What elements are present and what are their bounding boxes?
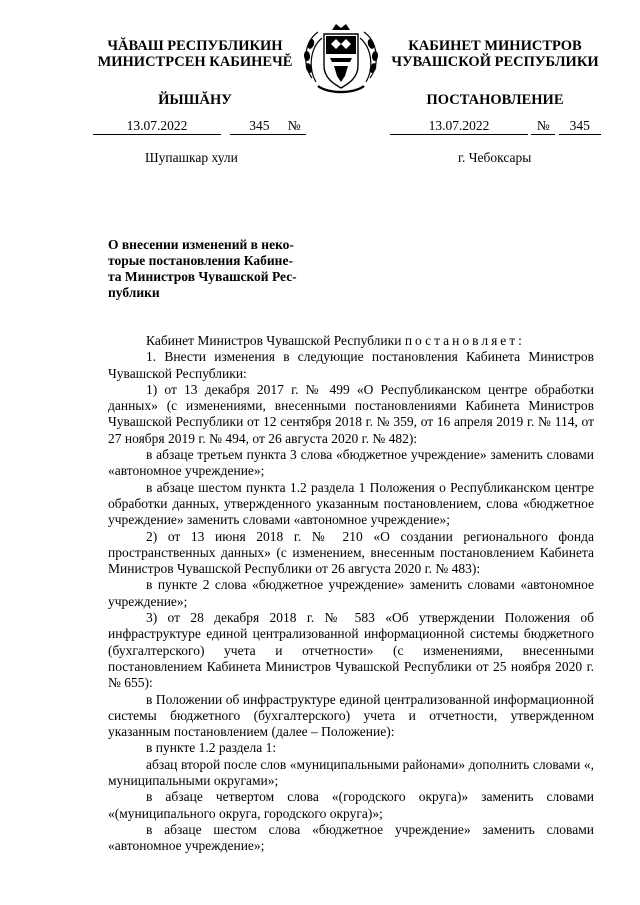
header-right [380,38,610,108]
title-line: публики [108,285,160,300]
place-russian: г. Чебоксары [458,150,532,165]
paragraph: в абзаце четвертом слова «(городского округа)» заменить словами «(муниципального округа, городского округа)»; [108,789,594,821]
document-title [108,237,310,301]
paragraph: в абзаце шестом пункта 1.2 раздела 1 Положения о Республиканском центре обработки данных, утвержденного указанным постановлением, слова «бюджетное учреждение» заменить словами «автономное учреждение»; [108,479,594,528]
intro-paragraph [108,333,594,349]
paragraph: 2) от 13 июня 2018 г. № 210 «О создании регионального фонда пространственных данных» (с изменением, внесенным постановлением Кабинета Министров Чувашской Республики от 26 августа 2020 г. № 483): [108,528,594,577]
no-sign-right: № [531,118,555,135]
intro-subject: Кабинет Министров Чувашской Республики [146,333,402,348]
intro-verb: постановляет: [404,333,525,348]
requisites-right [390,118,601,135]
paragraph: в пункте 1.2 раздела 1: [146,740,277,756]
date-right: 13.07.2022 [390,118,528,135]
doc-type-chuvash: ЙЫШĂНУ [158,92,232,108]
date-left: 13.07.2022 [93,118,221,135]
paragraph: в пункте 2 слова «бюджетное учреждение» заменить словами «автономное учреждение»; [108,577,594,609]
no-sign-left: № [288,118,306,135]
header-left-line2: МИНИСТРСЕН КАБИНЕЧĔ [97,54,293,70]
title-line: торые постановления Кабине- [108,253,293,268]
paragraph: в абзаце третьем пункта 3 слова «бюджетное учреждение» заменить словами «автономное учреждение»; [108,447,594,479]
paragraph: абзац второй после слов «муниципальными районами» дополнить словами «, муниципальными округами»; [108,756,594,789]
paragraph: в абзаце шестом слова «бюджетное учреждение» заменить словами «автономное учреждение»; [108,821,594,854]
paragraph: 3) от 28 декабря 2018 г. № 583 «Об утверждении Положения об инфраструктуре единой централизованной информационной системы бюджетного (бухгалтерского) учета и отчетности» (с изменениями, внесенными постановлением Кабинета Министров Чувашской Республики от 25 ноября 2020 г. № 655): [108,610,594,691]
number-left: 345 [230,118,288,135]
number-right: 345 [559,118,601,135]
place-chuvash: Шупашкар хули [145,150,238,165]
coat-of-arms-icon [298,20,384,100]
paragraph: 1) от 13 декабря 2017 г. № 499 «О Республиканском центре обработки данных» (с изменениями, внесенными постановлениями Кабинета Министров Чувашской Республики от 12 сентября 2018 г. № 359, от 16 апреля 2019 г. № 114, от 27 ноября 2019 г. № 494, от 26 августа 2020 г. № 482): [108,381,594,446]
title-line: та Министров Чувашской Рес- [108,269,297,284]
header-right-line1: КАБИНЕТ МИНИСТРОВ [408,38,582,54]
paragraph: 1. Внести изменения в следующие постановления Кабинета Министров Чувашской Республики: [108,349,594,381]
doc-type-russian: ПОСТАНОВЛЕНИЕ [426,92,564,108]
title-line: О внесении изменений в неко- [108,237,294,252]
requisites-left [93,118,306,135]
header-right-line2: ЧУВАШСКОЙ РЕСПУБЛИКИ [391,54,599,70]
header-left-line1: ЧĂВАШ РЕСПУБЛИКИН [107,38,283,54]
document-body [108,333,594,855]
header-left [80,38,310,108]
paragraph: в Положении об инфраструктуре единой централизованной информационной системы бюджетного (бухгалтерского) учета и отчетности, утвержденном указанным постановлением (далее – Положение): [108,691,594,740]
